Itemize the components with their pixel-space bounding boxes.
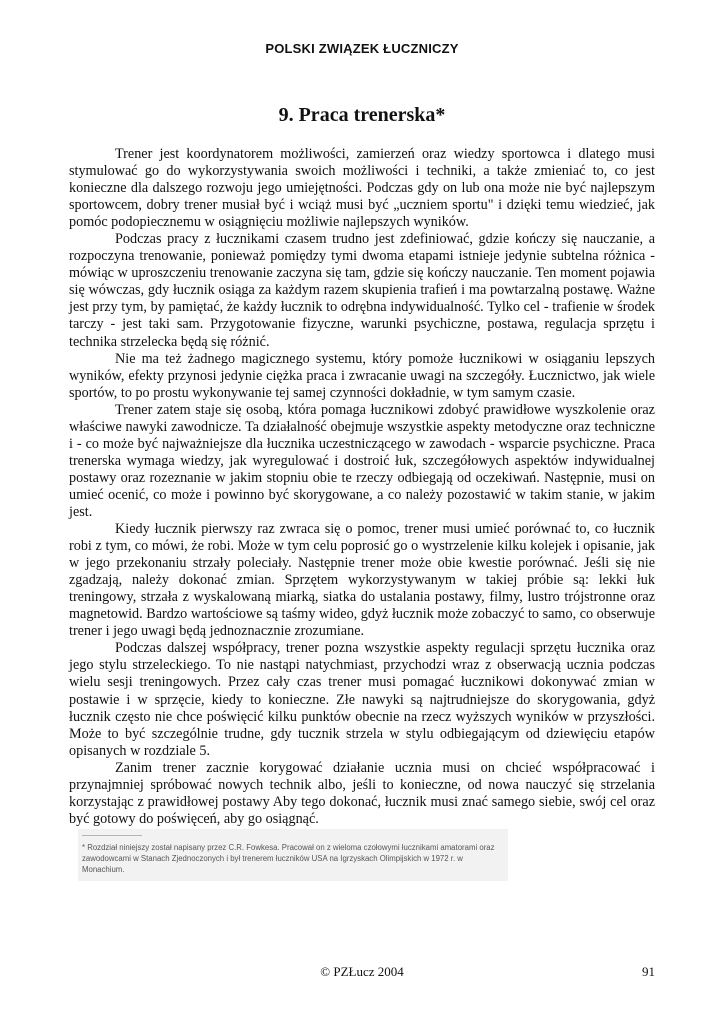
paragraph: Kiedy łucznik pierwszy raz zwraca się o pomoc, trener musi umieć porównać to, co łucznik robi z tym, co mówi, że robi. Może w tym celu poprosić go o wystrzelenie kilku kolejek i opisanie, jak w jego przekonaniu strzały poleciały. Następnie trener może obie kwestie porównać. Jeśli się nie zgadzają, należy dokonać zmian. Sprzętem wykorzystywanym w takiej próbie są: lekki łuk treningowy, strzała z wyskalowaną miarką, siatka do ustalania postawy, filmy, lustro trójstronne oraz magnetowid. Bardzo wartościowe są taśmy wideo, gdyż łucznik może zobaczyć to samo, co obserwuje trener i jego uwagi będą jednoznacznie zrozumiane. [69,521,655,640]
chapter-title: 9. Praca trenerska* [278,104,446,126]
paragraph: Podczas dalszej współpracy, trener pozna wszystkie aspekty regulacji sprzętu łucznika oraz jego stylu strzeleckiego. To nie nastąpi natychmiast, przychodzi wraz z obserwacją ucznia podczas wielu sesji treningowych. Przez cały czas trener musi pomagać łucznikowi dokonywać zmian w postawie i w sprzęcie, kiedy to konieczne. Złe nawyki są najtrudniejsze do skorygowania, gdyż łucznik często nie chce poświęcić kilku punktów obecnie na rzecz wyższych wyników w przyszłości. Może to być szczególnie trudne, gdy tucznik strzela w stylu odbiegającym od dziewięciu etapów opisanych w rozdziale 5. [69,640,655,759]
footnote [78,829,508,881]
paragraph: Nie ma też żadnego magicznego systemu, który pomoże łucznikowi w osiąganiu lepszych wyników, efekty przynosi jedynie ciężka praca i zwracanie uwagi na szczegóły. Łucznictwo, jak wiele sportów, to po prostu wykonywanie tej samej czynności dokładnie, w tym samym czasie. [69,350,655,401]
paragraph: Trener zatem staje się osobą, która pomaga łucznikowi zdobyć prawidłowe wyszkolenie oraz właściwe nawyki zawodnicze. Ta działalność obejmuje wszystkie aspekty metodyczne oraz techniczne i - co może być najważniejsze dla łucznika uczestniczącego w zawodach - wsparcie psychiczne. Praca trenerska wymaga wiedzy, jak wyregulować i dostroić łuk, szczegółowych aspektów indywidualnej postawy oraz rozeznanie w jakim stopniu obie te rzeczy odbiegają od oczekiwań. Następnie, musi on umieć ocenić, co może i powinno być skorygowane, a co należy pozostawić w takim stanie, w jakim jest. [69,401,655,520]
body-text [69,146,655,828]
page-number: 91 [642,964,655,979]
footer-copyright: © PZŁucz 2004 [320,964,404,979]
paragraph: Trener jest koordynatorem możliwości, zamierzeń oraz wiedzy sportowca i dlatego musi stymulować go do wykorzystywania swoich możliwości i techniki, a także zmieniać to, co jest konieczne dla dalszego rozwoju jego umiejętności. Podczas gdy on lub ona może nie być najlepszym sportowcem, dobry trener musiał być i wciąż musi być „uczniem sportu" i dzięki temu wiedzieć, jak pomóc podopiecznemu w osiągnięciu możliwie najlepszych wyników. [69,146,655,231]
page-header: POLSKI ZWIĄZEK ŁUCZNICZY [265,41,459,56]
footnote-text: * Rozdział niniejszy został napisany przez C.R. Fowkesa. Pracował on z wieloma czołowymi łucznikami amatorami oraz zawodowcami w Stanach Zjednoczonych i był trenerem łuczników USA na Igrzyskach Olimpijskich w 1972 r. w Monachium. [82,843,495,874]
paragraph: Podczas pracy z łucznikami czasem trudno jest zdefiniować, gdzie kończy się nauczanie, a rozpoczyna trenowanie, ponieważ pomiędzy tymi dwoma etapami istnieje jedynie subtelna różnica - mówiąc w uproszczeniu trenowanie zaczyna się tam, gdzie się kończy nauczanie. Ten moment pojawia się wówczas, gdy łucznik osiąga za każdym razem skupienia trafień i ma powtarzalną postawę. Ważne jest przy tym, by pamiętać, że każdy łucznik to odrębna indywidualność. Tylko cel - trafienie w środek tarczy - jest taki sam. Przygotowanie fizyczne, warunki psychiczne, postawa, regulacja sprzętu i technika strzelecka będą się różnić. [69,231,655,350]
footnote-divider [82,835,142,836]
paragraph: Zanim trener zacznie korygować działanie ucznia musi on chcieć współpracować i przynajmniej spróbować nowych technik albo, jeśli to konieczne, od nowa nauczyć się strzelania korzystając z prawidłowej postawy Aby tego dokonać, łucznik musi znać samego siebie, swój cel oraz być gotowy do poświęceń, aby go osiągnąć. [69,759,655,827]
